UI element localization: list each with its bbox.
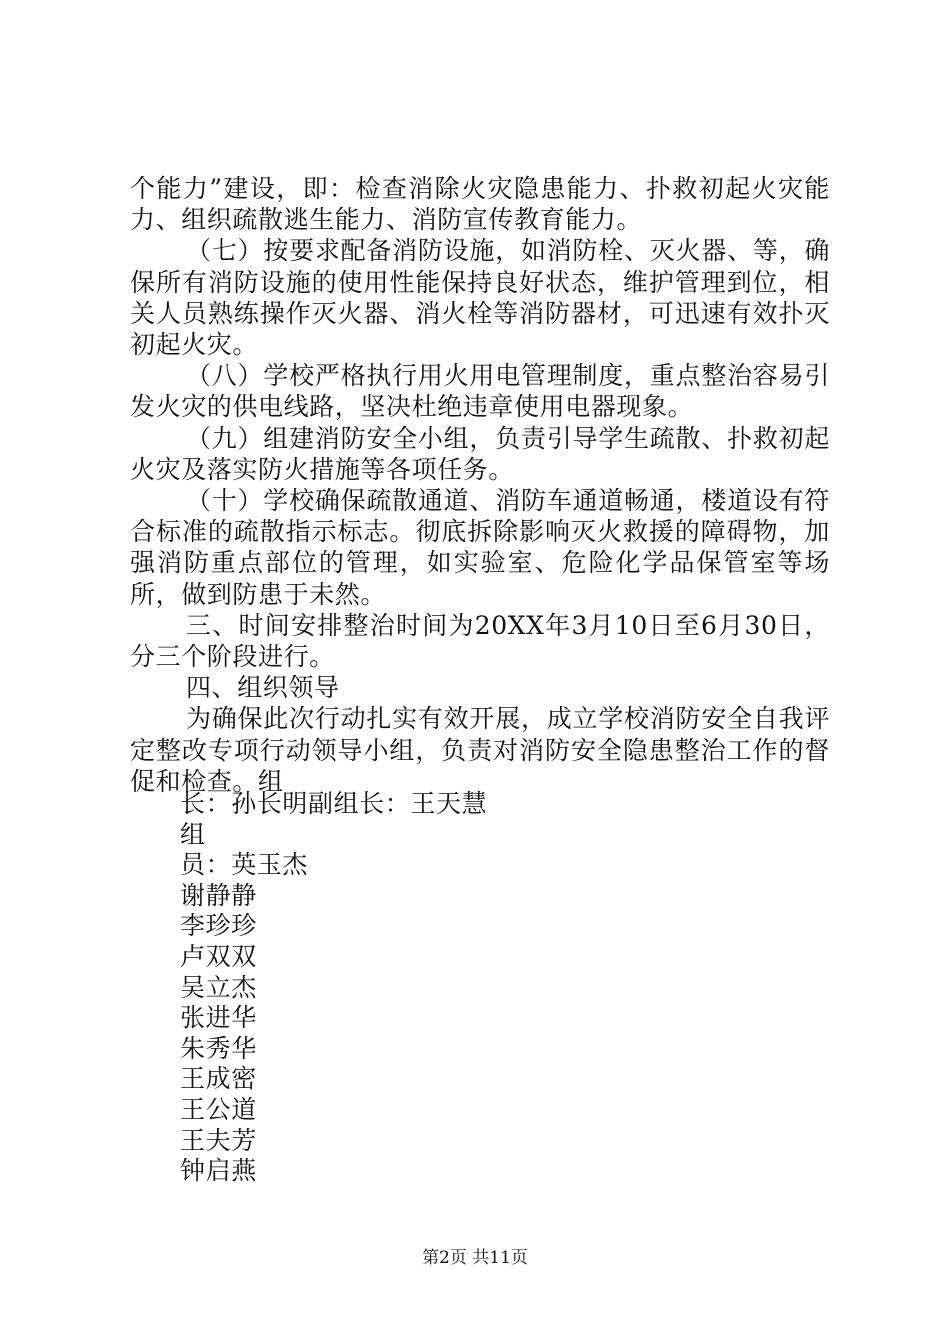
list-item: 王公道 (180, 1094, 257, 1124)
list-item: 李珍珍 (180, 911, 257, 941)
paragraph-item-7: （七）按要求配备消防设施，如消防栓、灭火器、等，确保所有消防设施的使用性能保持良好状态，维护管理到位，相关人员熟练操作灭火器、消火栓等消防器材，可迅速有效扑灭初起火灾。 (130, 236, 830, 360)
list-item: 王夫芳 (180, 1125, 257, 1155)
page-footer: 第2页 共11页 (422, 1248, 528, 1268)
list-item: 吴立杰 (180, 972, 257, 1002)
list-item: 王成密 (180, 1064, 257, 1094)
paragraph-capabilities: 个能力”建设，即：检查消除火灾隐患能力、扑救初起火灾能力、组织疏散逃生能力、消防宣传教育能力。 (130, 174, 830, 235)
member-list (180, 789, 487, 1187)
body-text (130, 173, 830, 797)
list-item: 长：孙长明副组长：王天慧 (180, 789, 488, 818)
list-item: 谢静静 (180, 880, 257, 910)
list-item: 朱秀华 (180, 1033, 257, 1063)
section-heading-leadership: 四、组织领导 (186, 673, 340, 703)
paragraph-item-8: （八）学校严格执行用火用电管理制度，重点整治容易引发火灾的供电线路，坚决杜绝违章使用电器现象。 (130, 361, 830, 422)
list-item: 组 (180, 819, 206, 849)
paragraph-item-10: （十）学校确保疏散通道、消防车通道畅通，楼道设有符合标准的疏散指示标志。彻底拆除影响灭火救援的障碍物，加强消防重点部位的管理，如实验室、危险化学品保管室等场所，做到防患于未然。 (130, 486, 830, 609)
list-item: 卢双双 (180, 941, 257, 971)
paragraph-leadership: 为确保此次行动扎实有效开展，成立学校消防安全自我评定整改专项行动领导小组，负责对消防安全隐患整治工作的督促和检查。组 (130, 704, 830, 796)
list-item: 张进华 (180, 1003, 257, 1033)
paragraph-item-9: （九）组建消防安全小组，负责引导学生疏散、扑救初起火灾及落实防火措施等各项任务。 (130, 423, 830, 484)
paragraph-schedule: 三、时间安排整治时间为20XX年3月10日至6月30日，分三个阶段进行。 (130, 610, 830, 672)
list-item: 钟启燕 (180, 1156, 257, 1186)
list-item: 员：英玉杰 (180, 850, 309, 880)
